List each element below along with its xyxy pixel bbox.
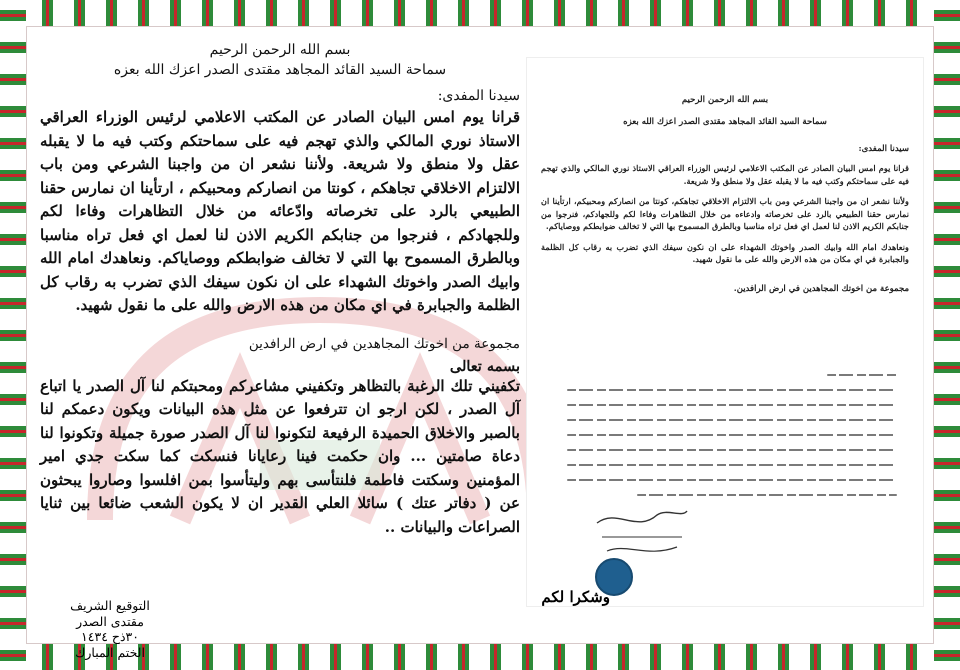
addressee-line: سماحة السيد القائد المجاهد مقتدى الصدر اعزك الله بعزه [113, 62, 447, 78]
reply-title: بسمه تعالى [449, 357, 520, 375]
scan-paragraph-2: ولأننا نشعر ان من واجبنا الشرعي ومن باب الالتزام الاخلاقي تجاهكم، كونتا من انصاركم ومحبيكم، ارتأينا ان نمارس حقنا الطبيعي بالرد على تخرصاته وادعاءه من خلال التظاهرات وفاءا لكم وللجهادكم، فنرجوا من جنابكم الكريم الاذن لنا لعمل اي فعل تراه مناسبا وبالطرق المسموح بها التي لا تخالف ضوابطكم ووصاياكم. [541, 196, 909, 231]
scan-addressee: سماحة السيد القائد المجاهد مقتدى الصدر اعزك الله بعزه [623, 117, 827, 127]
decorative-border-top [0, 0, 960, 26]
salutation: سيدنا المفدى: [437, 88, 520, 104]
letter-body: قرانا يوم امس البيان الصادر عن المكتب الاعلامي لرئيس الوزراء العراقي الاستاذ نوري المالكي والذي تهجم فيه على سماحتكم وكتب فيه ما لا يقبله عقل ولا منطق ولا شريعة. ولأننا نشعر ان من واجبنا الشرعي ومن باب الالتزام الاخلاقي تجاهكم ، كونتا من انصاركم ومحبيكم ، ارتأينا ان نمارس حقنا الطبيعي بالرد على تخرصاته وادّعائه من خلال التظاهرات وفاءا لكم وللجهادكم ، فنرجوا من جنابكم الكريم الاذن لنا لعمل اي فعل تراه مناسبا وبالطرق المسموح بها التي لا تخالف ضوابطكم ووصاياكم. ونعاهدك امام الله وابيك الصدر واخوتك الشهداء على ان نكون سيفك الذي تضرب به رقاب كل الظلمة والجبابرة في اي مكان من هذه الارض والله على ما نقول شهيد. [40, 108, 520, 314]
decorative-border-left [0, 0, 26, 670]
signature-line: التوقيع الشريف [70, 598, 150, 613]
signature-line: مقتدى الصدر [76, 613, 144, 629]
scan-paragraph-1: قرانا يوم امس البيان الصادر عن المكتب الاعلامي لرئيس الوزراء العراقي الاستاذ نوري المالكي والذي تهجم فيه على سماحتكم وكتب فيه ما لا يقبله عقل ولا منطق ولا شريعة. [541, 163, 909, 186]
sender-group: مجموعة من اخوتك المجاهدين في ارض الرافدين [248, 335, 520, 352]
scan-sender-group: مجموعة من اخوتك المجاهدين في ارض الرافدين. [733, 283, 909, 294]
basmala: بسم الله الرحمن الرحيم [209, 42, 351, 58]
signature-line: الختم المبارك [75, 644, 145, 660]
reply-body: تكفيني تلك الرغبة بالتظاهر وتكفيني مشاعركم ومحبتكم لنا آل الصدر يا اتباع آل الصدر ، لكن ارجو ان تترفعوا عن مثل هذه البيانات ويكون دعمكم لنا بالصبر والاخلاق الحميدة الرفيعة لتكونوا لنا آل الصدر صورة جميلة وتكونوا لنا دعاة صامتين ... وان حكمت فينا رعايانا فنسكت كما سكت جدي امير المؤمنين وسكتت فاطمة فلنتأسى بهم وليتأسوا بمن افلسوا وصاروا يبحثون عن ( دفاتر عتك ) سائلا العلي القدير ان لا يكون الشعب ضائعا بين ثنايا الصراعات والبيانات .. [40, 376, 520, 536]
thanks-line: وشكرا لكم [541, 588, 610, 606]
scan-basmala: بسم الله الرحمن الرحيم [681, 95, 769, 105]
typed-transcription [40, 40, 520, 630]
scan-salutation: سيدنا المفدى: [858, 144, 909, 154]
handwritten-reply [567, 361, 897, 511]
signature-block [50, 598, 170, 660]
scan-paragraph-3: ونعاهدك امام الله وابيك الصدر واخوتك الشهداء على ان نكون سيفك الذي تضرب به رقاب كل الظلمة والجبابرة في اي مكان من هذه الارض والله على ما نقول شهيد. [541, 241, 909, 264]
handwritten-signature [587, 503, 697, 563]
decorative-border-right [934, 0, 960, 670]
scanned-letter [527, 58, 923, 606]
signature-line: ٣٠ذح ١٤٣٤ [81, 629, 139, 644]
